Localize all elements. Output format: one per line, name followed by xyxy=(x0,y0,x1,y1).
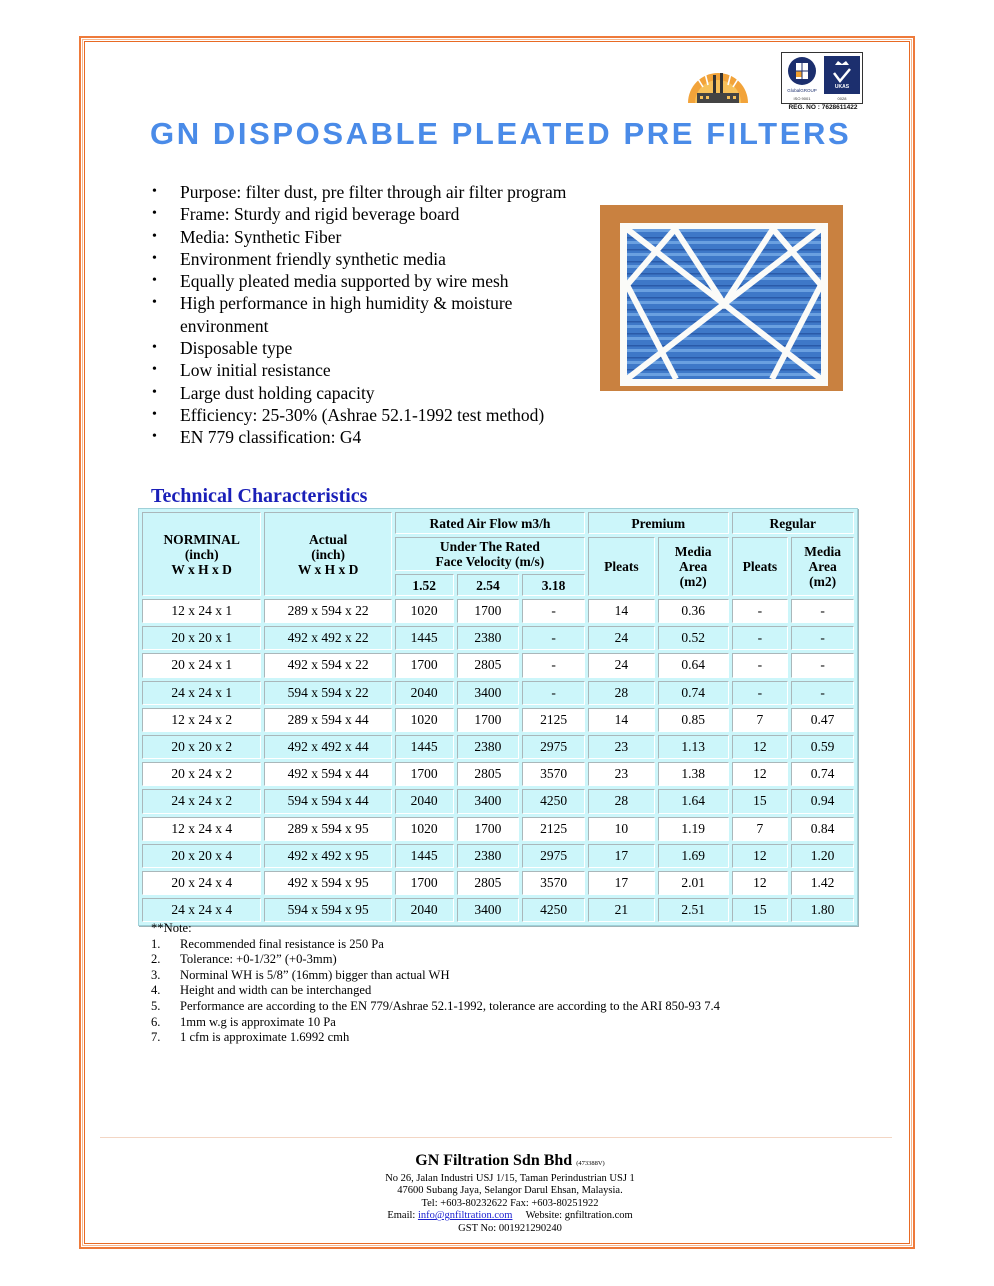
feature-item: • EN 779 classification: G4 xyxy=(152,427,362,448)
table-cell: 24 xyxy=(588,626,655,650)
table-cell: 594 x 594 x 44 xyxy=(264,789,391,813)
company-reg-number: (473388V) xyxy=(576,1160,605,1167)
header-regular-media-area: Media Area (m2) xyxy=(791,537,854,596)
table-row xyxy=(142,708,854,732)
svg-text:UKAS: UKAS xyxy=(834,84,850,90)
table-cell: 12 x 24 x 4 xyxy=(142,817,261,841)
table-cell: 20 x 24 x 4 xyxy=(142,871,261,895)
header-premium-pleats: Pleats xyxy=(588,537,655,596)
header-regular: Regular xyxy=(732,512,854,534)
notes-title: **Note: xyxy=(151,921,192,935)
product-photo xyxy=(600,205,843,391)
header-nominal: NORMINAL (inch) W x H x D xyxy=(142,512,261,596)
table-cell: 1020 xyxy=(395,708,454,732)
technical-characteristics-heading: Technical Characteristics xyxy=(151,485,368,507)
pleated-filter-image xyxy=(600,205,843,391)
website-text: Website: gnfiltration.com xyxy=(525,1210,633,1222)
table-cell: - xyxy=(522,626,585,650)
table-row xyxy=(142,817,854,841)
table-cell: 2805 xyxy=(457,762,520,786)
table-cell: 24 xyxy=(588,653,655,677)
table-cell: 594 x 594 x 22 xyxy=(264,681,391,705)
table-cell: 594 x 594 x 95 xyxy=(264,898,391,922)
table-cell: 289 x 594 x 44 xyxy=(264,708,391,732)
header-velocity-3: 3.18 xyxy=(522,574,585,596)
table-cell: 15 xyxy=(732,789,789,813)
bullet-icon: • xyxy=(152,295,157,311)
table-cell: 2380 xyxy=(457,844,520,868)
table-row xyxy=(142,762,854,786)
gst-number: GST No: 001921290240 xyxy=(458,1222,562,1234)
table-cell: 1.13 xyxy=(658,735,729,759)
table-cell: 12 xyxy=(732,871,789,895)
table-cell: 0.52 xyxy=(658,626,729,650)
table-cell: 1.19 xyxy=(658,817,729,841)
feature-item: • Environment friendly synthetic media xyxy=(152,248,446,269)
table-cell: 1445 xyxy=(395,626,454,650)
table-row xyxy=(142,871,854,895)
table-cell: 1.80 xyxy=(791,898,854,922)
note-item: 5. Performance are according to the EN 779/Ashrae 52.1-1992, tolerance are according to the ARI 850-93 7.4 xyxy=(151,998,720,1013)
feature-item: • Efficiency: 25-30% (Ashrae 52.1-1992 test method) xyxy=(152,404,545,425)
table-cell: 2040 xyxy=(395,681,454,705)
table-cell: 289 x 594 x 95 xyxy=(264,817,391,841)
table-cell: 0.36 xyxy=(658,599,729,623)
note-item: 3. Norminal WH is 5/8” (16mm) bigger than actual WH xyxy=(151,967,450,982)
svg-text:0028: 0028 xyxy=(837,96,847,101)
table-cell: 3400 xyxy=(457,898,520,922)
table-row xyxy=(142,653,854,677)
table-cell: 2040 xyxy=(395,898,454,922)
address-line-2: 47600 Subang Jaya, Selangor Darul Ehsan, Malaysia. xyxy=(397,1185,623,1197)
table-cell: 2380 xyxy=(457,735,520,759)
table-cell: 0.85 xyxy=(658,708,729,732)
table-cell: 2975 xyxy=(522,844,585,868)
table-cell: 23 xyxy=(588,735,655,759)
bullet-icon: • xyxy=(152,340,157,356)
table-cell: 0.84 xyxy=(791,817,854,841)
table-cell: 28 xyxy=(588,789,655,813)
phone-fax: Tel: +603-80232622 Fax: +603-80251922 xyxy=(421,1197,599,1209)
table-cell: 7 xyxy=(732,817,789,841)
table-cell: 3570 xyxy=(522,762,585,786)
table-row xyxy=(142,626,854,650)
feature-item: • Equally pleated media supported by wire mesh xyxy=(152,271,509,292)
bullet-icon: • xyxy=(152,429,157,445)
table-cell: 4250 xyxy=(522,789,585,813)
table-row xyxy=(142,681,854,705)
table-cell: - xyxy=(791,626,854,650)
bullet-icon: • xyxy=(152,250,157,266)
registration-number: REG. NO : 7628611422 xyxy=(788,104,858,111)
table-cell: 7 xyxy=(732,708,789,732)
table-cell: 3570 xyxy=(522,871,585,895)
table-row xyxy=(142,599,854,623)
table-cell: 0.74 xyxy=(658,681,729,705)
note-item: 4. Height and width can be interchanged xyxy=(151,983,372,998)
feature-item: • Large dust holding capacity xyxy=(152,382,375,403)
table-cell: 1700 xyxy=(395,762,454,786)
notes-list xyxy=(151,937,831,1046)
table-cell: 1.20 xyxy=(791,844,854,868)
table-row xyxy=(142,898,854,922)
table-cell: 492 x 594 x 22 xyxy=(264,653,391,677)
table-cell: 21 xyxy=(588,898,655,922)
table-cell: 2040 xyxy=(395,789,454,813)
table-cell: - xyxy=(791,681,854,705)
table-cell: 17 xyxy=(588,844,655,868)
table-cell: 1020 xyxy=(395,817,454,841)
header-premium-media-area: Media Area (m2) xyxy=(658,537,729,596)
table-cell: 2.01 xyxy=(658,871,729,895)
spec-table xyxy=(138,508,858,926)
table-cell: 12 xyxy=(732,735,789,759)
svg-text:ISO 9001: ISO 9001 xyxy=(793,96,811,101)
feature-item: • High performance in high humidity & moisture environment xyxy=(152,293,513,336)
bullet-icon: • xyxy=(152,273,157,289)
table-cell: 492 x 594 x 44 xyxy=(264,762,391,786)
email-link[interactable]: info@gnfiltration.com xyxy=(417,1210,513,1222)
feature-item: • Media: Synthetic Fiber xyxy=(152,226,342,247)
table-cell: 1020 xyxy=(395,599,454,623)
bullet-icon: • xyxy=(152,362,157,378)
table-cell: 492 x 492 x 95 xyxy=(264,844,391,868)
table-cell: 24 x 24 x 4 xyxy=(142,898,261,922)
contact-line: Email: info@gnfiltration.com Website: gnfiltration.com xyxy=(387,1210,633,1222)
header-actual: Actual (inch) W x H x D xyxy=(264,512,391,596)
table-cell: 1445 xyxy=(395,735,454,759)
note-item: 6. 1mm w.g is approximate 10 Pa xyxy=(151,1014,336,1029)
table-cell: 10 xyxy=(588,817,655,841)
bullet-icon: • xyxy=(152,206,157,222)
bullet-icon: • xyxy=(152,406,157,422)
table-cell: - xyxy=(791,599,854,623)
bullet-icon: • xyxy=(152,184,157,199)
table-cell: 20 x 20 x 1 xyxy=(142,626,261,650)
table-cell: 28 xyxy=(588,681,655,705)
table-cell: 12 xyxy=(732,762,789,786)
table-cell: 20 x 24 x 1 xyxy=(142,653,261,677)
table-cell: 3400 xyxy=(457,789,520,813)
table-cell: 23 xyxy=(588,762,655,786)
table-cell: - xyxy=(522,681,585,705)
bullet-icon: • xyxy=(152,384,157,400)
feature-item: • Purpose: filter dust, pre filter through air filter program xyxy=(152,182,567,202)
header-velocity-2: 2.54 xyxy=(457,574,520,596)
table-cell: - xyxy=(732,653,789,677)
header-rated-air-flow: Rated Air Flow m3/h xyxy=(395,512,585,534)
table-cell: 14 xyxy=(588,708,655,732)
company-logo xyxy=(683,57,753,107)
table-cell: 1700 xyxy=(457,817,520,841)
table-cell: - xyxy=(522,599,585,623)
table-cell: 24 x 24 x 2 xyxy=(142,789,261,813)
table-cell: - xyxy=(732,681,789,705)
table-cell: 17 xyxy=(588,871,655,895)
table-cell: - xyxy=(522,653,585,677)
address-line-1: No 26, Jalan Industri USJ 1/15, Taman Perindustrian USJ 1 xyxy=(385,1173,635,1184)
certification-logo xyxy=(781,52,863,114)
table-cell: 289 x 594 x 22 xyxy=(264,599,391,623)
feature-item: • Frame: Sturdy and rigid beverage board xyxy=(152,204,460,225)
table-cell: 1700 xyxy=(395,653,454,677)
bullet-icon: • xyxy=(152,228,157,244)
table-cell: 24 x 24 x 1 xyxy=(142,681,261,705)
table-cell: 2380 xyxy=(457,626,520,650)
header-regular-pleats: Pleats xyxy=(732,537,789,596)
table-cell: 2.51 xyxy=(658,898,729,922)
table-cell: 15 xyxy=(732,898,789,922)
table-cell: 0.74 xyxy=(791,762,854,786)
table-cell: 20 x 24 x 2 xyxy=(142,762,261,786)
table-row xyxy=(142,789,854,813)
feature-list xyxy=(150,181,600,449)
table-cell: 1700 xyxy=(457,599,520,623)
table-cell: 492 x 594 x 95 xyxy=(264,871,391,895)
table-cell: 2805 xyxy=(457,871,520,895)
feature-item: • Disposable type xyxy=(152,338,293,359)
header-velocity-1: 1.52 xyxy=(395,574,454,596)
document-title: GN DISPOSABLE PLEATED PRE FILTERS xyxy=(150,116,852,151)
table-cell: 12 x 24 x 1 xyxy=(142,599,261,623)
table-cell: 20 x 20 x 2 xyxy=(142,735,261,759)
table-cell: 2805 xyxy=(457,653,520,677)
table-cell: 1.69 xyxy=(658,844,729,868)
table-cell: 14 xyxy=(588,599,655,623)
notes-section xyxy=(151,921,831,1046)
table-cell: - xyxy=(732,626,789,650)
footer-divider xyxy=(100,1137,892,1138)
table-cell: 3400 xyxy=(457,681,520,705)
table-cell: 1.64 xyxy=(658,789,729,813)
table-cell: 20 x 20 x 4 xyxy=(142,844,261,868)
header-premium: Premium xyxy=(588,512,729,534)
table-cell: - xyxy=(732,599,789,623)
table-cell: 492 x 492 x 22 xyxy=(264,626,391,650)
table-cell: 0.59 xyxy=(791,735,854,759)
table-cell: 0.64 xyxy=(658,653,729,677)
table-row xyxy=(142,844,854,868)
table-cell: 12 x 24 x 2 xyxy=(142,708,261,732)
table-cell: - xyxy=(791,653,854,677)
note-item: 1. Recommended final resistance is 250 Pa xyxy=(151,936,384,951)
table-cell: 12 xyxy=(732,844,789,868)
iso-ukas-icon xyxy=(782,53,864,105)
factory-sunrise-icon xyxy=(683,57,753,107)
table-cell: 4250 xyxy=(522,898,585,922)
svg-text:GlobalGROUP: GlobalGROUP xyxy=(787,88,817,93)
note-item: 7. 1 cfm is approximate 1.6992 cmh xyxy=(151,1030,350,1045)
table-cell: 2125 xyxy=(522,817,585,841)
table-cell: 0.47 xyxy=(791,708,854,732)
table-cell: 1700 xyxy=(395,871,454,895)
table-cell: 492 x 492 x 44 xyxy=(264,735,391,759)
feature-item: • Low initial resistance xyxy=(152,360,331,381)
table-cell: 2975 xyxy=(522,735,585,759)
header-face-velocity: Under The Rated Face Velocity (m/s) xyxy=(395,537,585,571)
footer xyxy=(310,1151,710,1235)
company-name: GN Filtration Sdn Bhd (473388V) xyxy=(415,1152,605,1169)
table-cell: 2125 xyxy=(522,708,585,732)
table-cell: 1445 xyxy=(395,844,454,868)
table-row xyxy=(142,735,854,759)
table-cell: 1.38 xyxy=(658,762,729,786)
table-cell: 1700 xyxy=(457,708,520,732)
note-item: 2. Tolerance: +0-1/32” (+0-3mm) xyxy=(151,952,337,967)
table-cell: 0.94 xyxy=(791,789,854,813)
table-cell: 1.42 xyxy=(791,871,854,895)
